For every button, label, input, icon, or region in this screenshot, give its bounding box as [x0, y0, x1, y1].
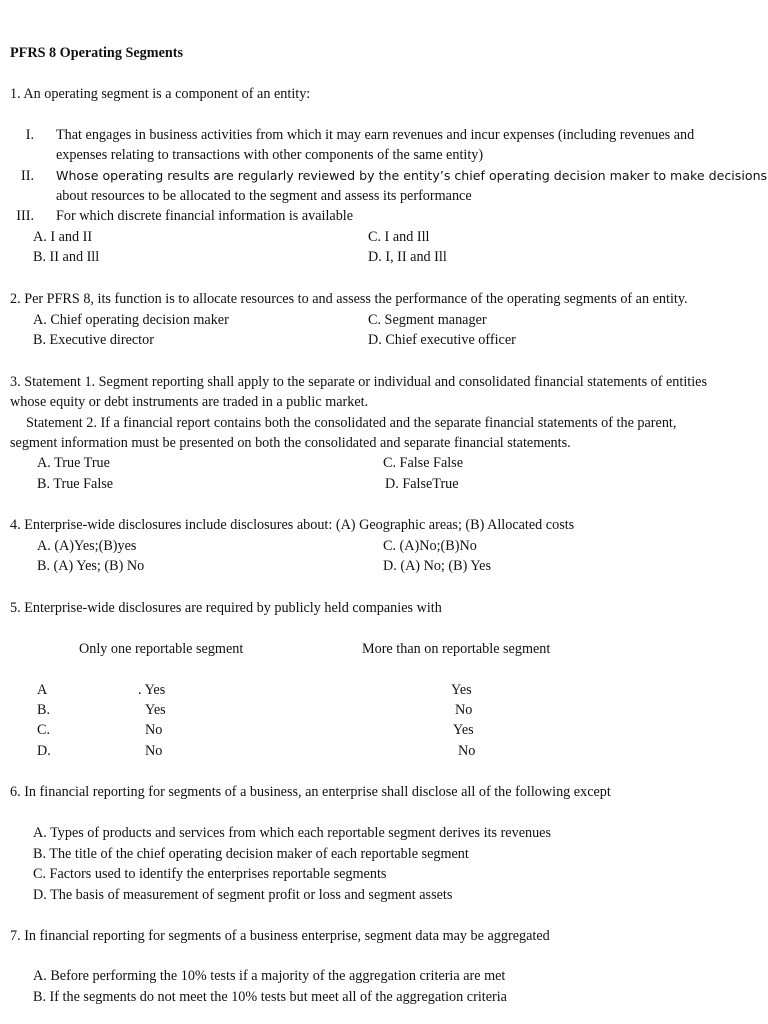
q5-row-a-more-segments: Yes	[451, 682, 472, 698]
q2-choice-d: D. Chief executive officer	[368, 332, 516, 348]
q2-choice-b: B. Executive director	[33, 332, 154, 348]
question-5-stem: 5. Enterprise-wide disclosures are required by publicly held companies with	[10, 600, 442, 616]
q1-item-2-number: II.	[21, 168, 34, 184]
q1-item-2-line-2: about resources to be allocated to the segment and assess its performance	[56, 188, 472, 204]
q4-choice-c: C. (A)No;(B)No	[383, 538, 477, 554]
q5-row-c-letter: C.	[37, 722, 51, 738]
q5-row-a-letter: A	[37, 682, 48, 698]
q1-item-1-line-2: expenses relating to transactions with other components of the same entity)	[56, 147, 484, 163]
question-1-stem: 1. An operating segment is a component of an entity:	[10, 86, 311, 102]
q5-row-b-one-segment: Yes	[145, 702, 166, 718]
q1-choice-d: D. I, II and Ill	[368, 249, 447, 265]
q6-choice-d: D. The basis of measurement of segment profit or loss and segment assets	[33, 887, 453, 903]
q3-choice-a: A. True True	[37, 455, 110, 471]
q7-choice-a: A. Before performing the 10% tests if a majority of the aggregation criteria are met	[33, 968, 506, 984]
question-6-stem: 6. In financial reporting for segments of a business, an enterprise shall disclose all of the following except	[10, 784, 611, 800]
q3-statement-2-line-1: Statement 2. If a financial report contains both the consolidated and the separate financial statements of the parent,	[26, 415, 677, 431]
q5-row-b-more-segments: No	[455, 702, 473, 718]
q6-choice-c: C. Factors used to identify the enterprises reportable segments	[33, 866, 387, 882]
q1-item-2-line-1: Whose operating results are regularly reviewed by the entity’s chief operating decision maker to make decisions	[56, 168, 768, 183]
q1-item-3-line-1: For which discrete financial information is available	[56, 208, 354, 224]
q3-statement-2-line-2: segment information must be presented on both the consolidated and separate financial statements.	[10, 435, 571, 451]
q6-choice-b: B. The title of the chief operating decision maker of each reportable segment	[33, 846, 469, 862]
q4-choice-d: D. (A) No; (B) Yes	[383, 558, 491, 574]
q4-choice-a: A. (A)Yes;(Β)yes	[37, 538, 137, 554]
q1-item-1-line-1: That engages in business activities from which it may earn revenues and incur expenses (including revenues and	[56, 127, 695, 143]
q6-choice-a: A. Types of products and services from which each reportable segment derives its revenues	[33, 825, 551, 841]
q3-statement-1-line-2: whose equity or debt instruments are traded in a public market.	[10, 394, 369, 410]
q5-row-b-letter: B.	[37, 702, 51, 718]
q2-choice-a: A. Chief operating decision maker	[33, 312, 229, 328]
q2-choice-c: C. Segment manager	[368, 312, 487, 328]
question-4-stem: 4. Enterprise-wide disclosures include disclosures about: (A) Geographic areas; (B) Allocated costs	[10, 517, 575, 533]
q3-choice-c: C. False False	[383, 455, 463, 471]
q1-choice-a: A. I and II	[33, 229, 93, 245]
q4-choice-b: B. (A) Yes; (B) No	[37, 558, 145, 574]
q5-column-header-more-segments: More than on reportable segment	[362, 641, 551, 657]
q3-choice-b: B. True False	[37, 476, 114, 492]
q5-row-d-more-segments: No	[458, 743, 476, 759]
q5-row-d-one-segment: No	[145, 743, 163, 759]
q5-row-c-more-segments: Yes	[453, 722, 474, 738]
question-7-stem: 7. In financial reporting for segments of a business enterprise, segment data may be aggregated	[10, 928, 550, 944]
q1-choice-b: B. II and Ill	[33, 249, 100, 265]
q3-statement-1-line-1: 3. Statement 1. Segment reporting shall apply to the separate or individual and consolidated financial statements of entities	[10, 374, 707, 390]
q7-choice-b: B. If the segments do not meet the 10% tests but meet all of the aggregation criteria	[33, 989, 507, 1005]
q1-choice-c: C. I and Ill	[368, 229, 430, 245]
q5-column-header-one-segment: Only one reportable segment	[79, 641, 244, 657]
q5-row-a-one-segment: . Yes	[138, 682, 166, 698]
q1-item-3-number: III.	[16, 208, 34, 224]
q5-row-c-one-segment: No	[145, 722, 163, 738]
question-2-stem: 2. Per PFRS 8, its function is to allocate resources to and assess the performance of the operating segments of an entity.	[10, 291, 688, 307]
document-title: PFRS 8 Operating Segments	[10, 45, 184, 61]
q5-row-d-letter: D.	[37, 743, 51, 759]
q1-item-1-number: I.	[25, 127, 34, 143]
q3-choice-d: D. FalseTrue	[385, 476, 459, 492]
